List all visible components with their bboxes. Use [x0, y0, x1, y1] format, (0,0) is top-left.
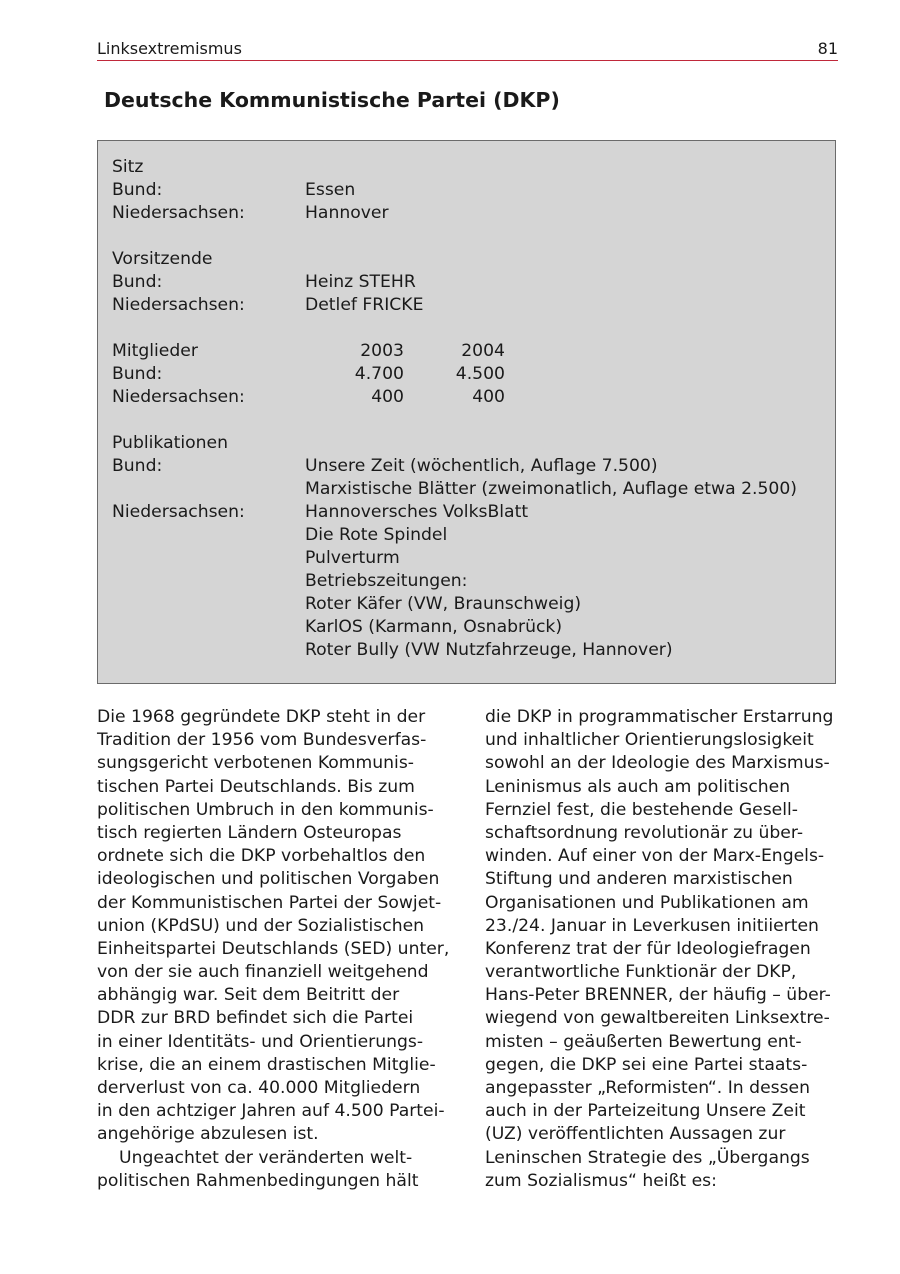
publication-item: Betriebszeitungen: — [305, 571, 468, 591]
row-label: Niedersachsen: — [112, 387, 245, 407]
row-label: Bund: — [112, 456, 163, 476]
body-text-line: Hans-Peter BRENNER, der häufig – über- — [485, 985, 831, 1006]
body-text-line: tischen Partei Deutschlands. Bis zum — [97, 776, 415, 797]
body-text-line: union (KPdSU) und der Sozialistischen — [97, 915, 425, 936]
body-text-line: Konferenz trat der für Ideologiefragen — [485, 938, 811, 959]
body-text-line: angepasster „Reformisten“. In dessen — [485, 1078, 811, 1098]
body-text-line: und inhaltlicher Orientierungslosigkeit — [485, 730, 814, 751]
body-text-line: winden. Auf einer von der Marx-Engels- — [485, 846, 825, 867]
party-info-box: Sitz Bund: Essen Niedersachsen: Hannover Vorsitzende Bund: Heinz STEHR Niedersachsen: Detlef FRICKE Mitglieder 2003 2004 Bund: 4.700 4.500 Niedersachsen: 400 400 Publikationen Bund: Unsere Zeit (wöchentlich, Auflage 7.500) Marxistische Blätter (zweimonatlich, Auflage etwa 2.500) Niedersachsen: Hannoversches VolksBlatt Die Rote Spindel Pulverturm Betriebszeitungen: Roter Käfer (VW, Braunschweig) KarlOS (Karmann, Osnabrück) Roter Bully (VW Nutzfahrzeuge, Hannover) — [97, 140, 836, 684]
publication-item: KarlOS (Karmann, Osnabrück) — [305, 617, 563, 637]
body-text-line: in einer Identitäts- und Orientierungs- — [97, 1031, 424, 1052]
body-text-line: Stiftung und anderen marxistischen — [485, 869, 793, 890]
body-text-line: angehörige abzulesen ist. — [97, 1124, 319, 1145]
body-text-line: Leninismus als auch am politischen — [485, 776, 791, 797]
body-text-line: auch in der Parteizeitung Unsere Zeit — [485, 1101, 806, 1122]
body-text-line: 23./24. Januar in Leverkusen initiierten — [485, 915, 819, 936]
body-text-line: Organisationen und Publikationen am — [485, 892, 809, 913]
page-title: Deutsche Kommunistische Partei (DKP) — [104, 88, 560, 112]
body-text-line: zum Sozialismus“ heißt es: — [485, 1170, 717, 1191]
body-text-line: Einheitspartei Deutschlands (SED) unter, — [97, 938, 450, 959]
row-label: Niedersachsen: — [112, 502, 245, 522]
row-label: Niedersachsen: — [112, 203, 245, 223]
body-text-line: in den achtziger Jahren auf 4.500 Partei- — [97, 1101, 445, 1122]
publication-item: Hannoversches VolksBlatt — [305, 502, 529, 522]
body-text-line: derverlust von ca. 40.000 Mitgliedern — [97, 1078, 421, 1098]
body-text-line: ideologischen und politischen Vorgaben — [97, 869, 440, 890]
body-text-line: sowohl an der Ideologie des Marxismus- — [485, 753, 830, 774]
body-text-line: Ungeachtet der veränderten welt- — [119, 1147, 413, 1168]
body-text-line: tisch regierten Ländern Osteuropas — [97, 822, 402, 843]
body-text-line: Die 1968 gegründete DKP steht in der — [97, 707, 426, 727]
value-2003: 400 — [371, 387, 404, 407]
body-text-line: krise, die an einem drastischen Mitglie- — [97, 1054, 436, 1075]
body-text-left-column — [97, 706, 457, 1193]
publication-item: Marxistische Blätter (zweimonatlich, Auflage etwa 2.500) — [305, 479, 798, 499]
body-text-line: der Kommunistischen Partei der Sowjet- — [97, 892, 442, 913]
row-value: Detlef FRICKE — [305, 295, 424, 315]
row-value: Heinz STEHR — [305, 272, 416, 292]
page-number: 81 — [817, 39, 838, 58]
row-label: Niedersachsen: — [112, 295, 245, 315]
publication-item: Roter Bully (VW Nutzfahrzeuge, Hannover) — [305, 640, 673, 660]
body-text-line: Leninschen Strategie des „Übergangs — [485, 1147, 810, 1168]
body-text-line: Fernziel fest, die bestehende Gesell- — [485, 799, 798, 820]
body-text-line: abhängig war. Seit dem Beitritt der — [97, 985, 400, 1006]
body-text-line: schaftsordnung revolutionär zu über- — [485, 822, 804, 843]
year-2003: 2003 — [360, 341, 404, 361]
row-value: Hannover — [305, 203, 389, 223]
body-text-line: von der sie auch finanziell weitgehend — [97, 962, 429, 983]
year-2004: 2004 — [461, 341, 505, 361]
body-text-line: misten – geäußerten Bewertung ent- — [485, 1031, 802, 1052]
body-text-line: politischen Umbruch in den kommunis- — [97, 799, 434, 820]
body-text-line: ordnete sich die DKP vorbehaltlos den — [97, 846, 426, 867]
publication-item: Unsere Zeit (wöchentlich, Auflage 7.500) — [305, 456, 658, 476]
publication-item: Roter Käfer (VW, Braunschweig) — [305, 594, 582, 614]
value-2004: 4.500 — [455, 364, 505, 384]
publication-item: Pulverturm — [305, 548, 400, 568]
value-2004: 400 — [472, 387, 505, 407]
row-label: Bund: — [112, 364, 163, 384]
body-text-line: (UZ) veröffentlichten Aussagen zur — [485, 1124, 786, 1145]
body-text-right-column — [485, 706, 845, 1193]
row-label: Bund: — [112, 180, 163, 200]
body-text-line: DDR zur BRD befindet sich die Partei — [97, 1008, 414, 1029]
body-text-line: die DKP in programmatischer Erstarrung — [485, 707, 834, 727]
row-label: Bund: — [112, 272, 163, 292]
value-2003: 4.700 — [354, 364, 404, 384]
running-header — [97, 38, 838, 61]
section-title: Linksextremismus — [97, 39, 242, 58]
body-text-line: verantwortliche Funktionär der DKP, — [485, 962, 797, 983]
row-value: Essen — [305, 180, 356, 200]
body-text-line: Tradition der 1956 vom Bundesverfas- — [97, 730, 427, 751]
publication-item: Die Rote Spindel — [305, 525, 448, 545]
body-text-line: gegen, die DKP sei eine Partei staats- — [485, 1054, 808, 1075]
body-text-line: politischen Rahmenbedingungen hält — [97, 1170, 419, 1191]
body-text-line: sungsgericht verbotenen Kommunis- — [97, 753, 414, 774]
body-text-line: wiegend von gewaltbereiten Linksextre- — [485, 1008, 830, 1029]
